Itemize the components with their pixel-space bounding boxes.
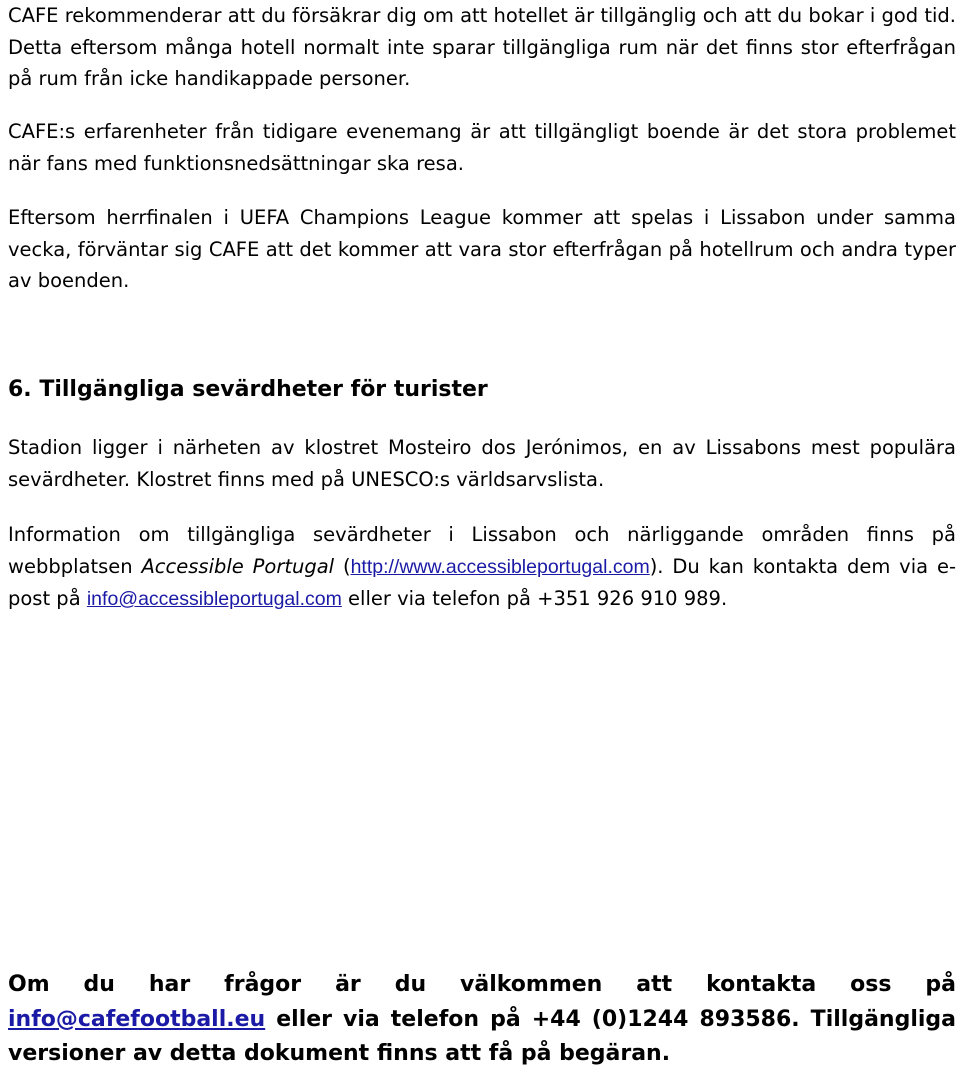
paragraph-cafe-experience: CAFE:s erfarenheter från tidigare evenemang är att tillgängligt boende är det stora problemet när fans med funktionsnedsättningar ska resa. xyxy=(8,120,956,175)
section-heading-tourist-sights: 6. Tillgängliga sevärdheter för turister xyxy=(8,377,488,402)
text-segment: ). Du kan kontakta dem via e-post på xyxy=(8,554,956,610)
text-segment: eller via telefon på +351 926 910 989. xyxy=(341,587,728,610)
paragraph-insurance-advice: CAFE rekommenderar att du försäkrar dig om att hotellet är tillgänglig och att du bokar i god tid. Detta eftersom många hotell normalt inte sparar tillgängliga rum när det finns stor efterfrågan på rum från icke handikappade personer. xyxy=(8,4,956,90)
site-name: Accessible Portugal xyxy=(141,554,335,578)
paragraph-accessible-portugal xyxy=(8,519,956,616)
accessible-portugal-email-link[interactable]: info@accessibleportugal.com xyxy=(86,588,342,610)
paragraph-stadium-location: Stadion ligger i närheten av klostret Mosteiro dos Jerónimos, en av Lissabons mest populära sevärdheter. Klostret finns med på UNESCO:s världsarvslista. xyxy=(8,436,956,491)
text-segment: Information om tillgängliga sevärdheter i Lissabon och närliggande områden finns på webbplatsen xyxy=(8,523,956,578)
paragraph-champions-league: Eftersom herrfinalen i UEFA Champions League kommer att spelas i Lissabon under samma vecka, förväntar sig CAFE att det kommer att vara stor efterfrågan på hotellrum och andra typer av boenden. xyxy=(8,206,956,292)
accessible-portugal-url-link[interactable]: http://www.accessibleportugal.com xyxy=(350,555,650,578)
contact-paragraph xyxy=(8,968,956,1072)
cafe-email-link[interactable]: info@cafefootball.eu xyxy=(8,1006,266,1032)
text-segment: Om du har frågor är du välkommen att kontakta oss på xyxy=(8,972,956,997)
text-segment: ( xyxy=(334,554,351,578)
text-segment: eller via telefon på +44 (0)1244 893586. Tillgängliga versioner av detta dokument finns att få på begäran. xyxy=(8,1006,956,1066)
